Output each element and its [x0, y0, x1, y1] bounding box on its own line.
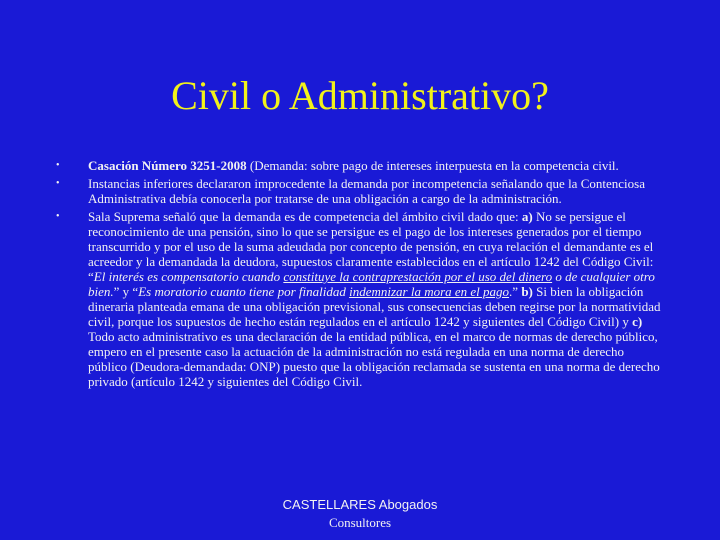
quote-2-part-a: Es moratorio cuanto tiene por finalidad — [138, 284, 350, 299]
slide-title: Civil o Administrativo? — [171, 73, 549, 118]
item-2-text: Instancias inferiores declararon improcedente la demanda por incompetencia señalando que la Contenciosa Administrativa debía conocerla por tratarse de una obligación a cargo de la administración. — [88, 176, 645, 206]
point-a-label: a) — [521, 209, 533, 224]
quote-joiner: ” y “ — [113, 284, 139, 299]
quote-close: .” — [509, 284, 522, 299]
point-b-label: b) — [521, 284, 533, 299]
footer — [260, 496, 460, 532]
item-3-text — [88, 209, 661, 389]
list-item — [56, 158, 664, 173]
bullet-icon: • — [56, 211, 60, 222]
item-3-intro: Sala Suprema señaló que la demanda es de competencia del ámbito civil dado que: — [88, 209, 522, 224]
bullet-icon: • — [56, 160, 60, 171]
list-item — [56, 176, 664, 206]
item-1-text — [88, 158, 619, 173]
point-a-text: No se persigue el reconocimiento de una pensión, sino lo que se persigue es el pago de los intereses generados por el tiempo transcurrido y por el uso de la suma adeudada por concepto de pensión, en cuya relación el demandante es el acreedor y la demandada la deudora, supuestos claramente establecidos en el artículo 1242 del Código Civil: “ — [88, 209, 654, 284]
quote-moratorium — [138, 284, 509, 299]
point-b-text: Si bien la obligación dineraria planteada emana de una obligación previsional, sus consecuencias deben regirse por la normatividad civil, porque los supuestos de hecho están regulados en el artículo 1242 y siguientes del Código Civil) y — [88, 284, 661, 329]
footer-firm-name: CASTELLARES Abogados — [282, 497, 438, 512]
quote-2-underlined: indemnizar la mora en el pago — [349, 284, 510, 299]
point-c-text: Todo acto administrativo es una declaración de la entidad pública, en el marco de normas de derecho público, empero en el presente caso la actuación de la administración no está regulada en una norma de derecho público (Deudora-demandada: ONP) puesto que la obligación reclamada se sustenta en una norma de derecho privado (artículo 1242 y siguientes del Código Civil. — [88, 329, 660, 389]
quote-1-part-b: o de cualquier otro bien. — [88, 269, 655, 299]
item-1-body: (Demanda: sobre pago de intereses interpuesta en la competencia civil. — [246, 158, 619, 173]
case-number: Casación Número 3251-2008 — [88, 158, 247, 173]
footer-subtitle: Consultores — [328, 515, 392, 530]
quote-1-underlined: constituye la contraprestación por el uso del dinero — [283, 269, 553, 284]
point-c-label: c) — [632, 314, 643, 329]
bullet-list — [56, 158, 664, 392]
bullet-icon: • — [56, 178, 60, 189]
list-item — [56, 209, 664, 389]
quote-1-part-a: El interés es compensatorio cuando — [93, 269, 284, 284]
